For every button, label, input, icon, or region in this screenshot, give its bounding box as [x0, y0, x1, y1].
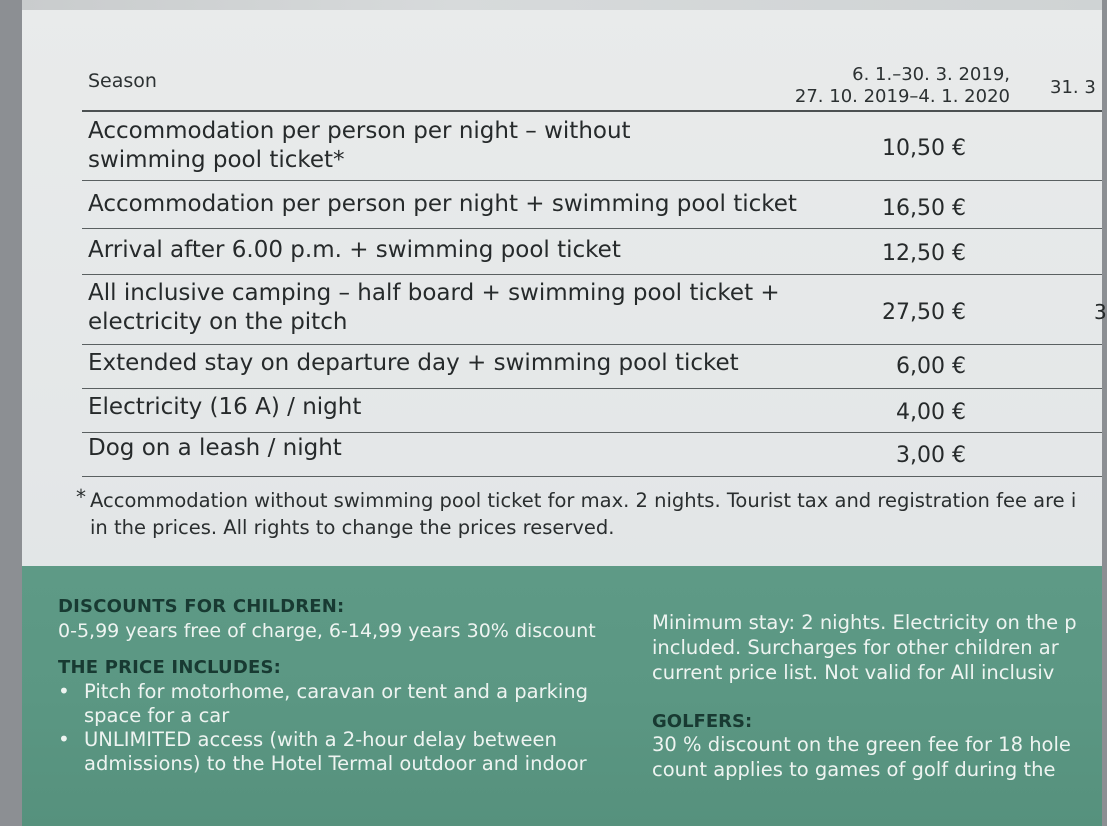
minimum-stay-line: Minimum stay: 2 nights. Electricity on the p	[652, 611, 1077, 634]
includes-list	[58, 680, 618, 776]
table-row	[82, 390, 1102, 433]
price-sheet	[22, 0, 1107, 808]
table-row	[82, 182, 1102, 229]
list-item-line: admissions) to the Hotel Termal outdoor and indoor	[84, 752, 587, 775]
season-dates	[795, 64, 1010, 108]
row-price: 16,50 €	[882, 196, 966, 221]
table-row	[82, 230, 1102, 275]
row-description: Dog on a leash / night	[88, 435, 342, 461]
golfers-title: GOLFERS:	[652, 711, 753, 732]
row-price: 3,00 €	[896, 443, 966, 468]
info-panel	[22, 566, 1102, 826]
season-dates-line2: 27. 10. 2019–4. 1. 2020	[794, 86, 1010, 107]
list-item	[58, 680, 618, 728]
next-column-partial: 3	[1094, 300, 1107, 324]
price-footnote	[76, 487, 1076, 541]
row-description: Arrival after 6.00 p.m. + swimming pool ticket	[88, 237, 621, 263]
row-price: 27,50 €	[882, 300, 966, 325]
table-row	[82, 276, 1107, 345]
next-season-partial: 31. 3	[1050, 77, 1096, 98]
golfers-line: 30 % discount on the green fee for 18 hole	[652, 733, 1071, 756]
discounts-title: DISCOUNTS FOR CHILDREN:	[58, 596, 345, 617]
row-description: Accommodation per person per night + swimming pool ticket	[88, 191, 797, 217]
minimum-stay-line: included. Surcharges for other children ar	[652, 636, 1059, 659]
table-header	[82, 58, 1102, 112]
footnote-line: in the prices. All rights to change the prices reserved.	[90, 516, 615, 539]
table-row	[82, 434, 1102, 477]
sheet-top-edge	[22, 0, 1102, 10]
row-description-line: All inclusive camping – half board + swimming pool ticket +	[88, 280, 780, 306]
list-item	[58, 728, 618, 776]
golfers-line: count applies to games of golf during the	[652, 758, 1056, 781]
price-table	[82, 58, 1107, 478]
table-row	[82, 112, 1102, 181]
row-description-line: swimming pool ticket*	[88, 147, 345, 173]
season-label: Season	[88, 70, 157, 92]
row-price: 10,50 €	[882, 136, 966, 161]
row-description: Electricity (16 A) / night	[88, 394, 362, 420]
bullet-icon: •	[58, 679, 70, 703]
row-description	[88, 117, 631, 175]
row-price: 4,00 €	[896, 400, 966, 425]
row-description-line: electricity on the pitch	[88, 309, 348, 335]
row-description-line: Accommodation per person per night – without	[88, 118, 631, 144]
minimum-stay-line: current price list. Not valid for All inclusiv	[652, 661, 1055, 684]
table-row	[82, 346, 1102, 389]
row-description	[88, 279, 780, 337]
includes-title: THE PRICE INCLUDES:	[58, 657, 282, 678]
list-item-line: UNLIMITED access (with a 2-hour delay between	[84, 728, 557, 751]
discounts-text: 0-5,99 years free of charge, 6-14,99 years 30% discount	[58, 620, 596, 642]
season-dates-line1: 6. 1.–30. 3. 2019,	[852, 64, 1010, 85]
list-item-line: Pitch for motorhome, caravan or tent and a parking	[84, 680, 589, 703]
footnote-line: Accommodation without swimming pool ticket for max. 2 nights. Tourist tax and registration fee are i	[90, 489, 1077, 512]
row-price: 6,00 €	[896, 354, 966, 379]
footnote-asterisk: *	[76, 485, 86, 509]
list-item-line: space for a car	[84, 704, 230, 727]
info-left-column	[58, 596, 618, 776]
info-right-column	[652, 610, 1092, 782]
row-price: 12,50 €	[882, 241, 966, 266]
row-description: Extended stay on departure day + swimming pool ticket	[88, 350, 739, 376]
bullet-icon: •	[58, 727, 70, 751]
